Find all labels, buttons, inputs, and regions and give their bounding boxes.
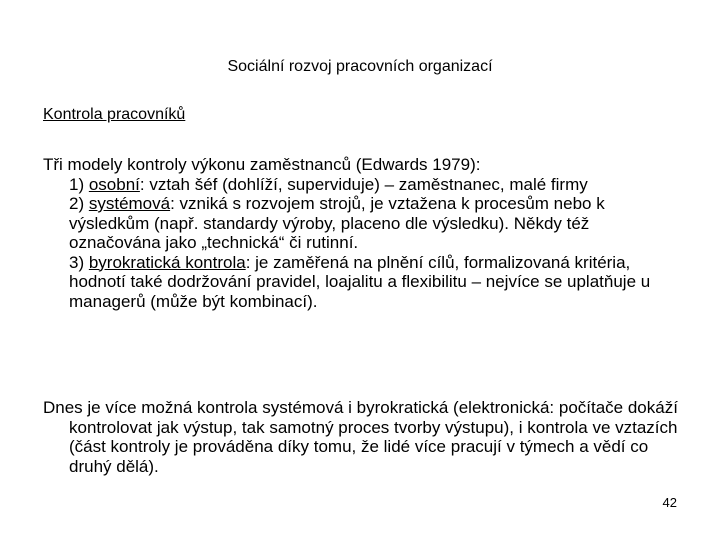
models-section xyxy=(43,155,683,311)
model-item-personal xyxy=(43,175,683,195)
closing-paragraph: Dnes je více možná kontrola systémová i byrokratická (elektronická: počítače dokáží kontrolovat jak výstup, tak samotný proces tvorby výstupu), i kontrola ve vztazích (část kontroly je prováděna díky tomu, že lidé více pracují v týmech a vědí co druhý dělá). xyxy=(43,398,678,476)
model-number: 3) xyxy=(69,252,89,272)
model-item-bureaucratic xyxy=(43,253,683,312)
section-heading: Kontrola pracovníků xyxy=(43,106,186,123)
model-description: : vztah šéf (dohlíží, superviduje) – zaměstnanec, malé firmy xyxy=(139,174,588,194)
page-number: 42 xyxy=(662,495,677,510)
slide-title: Sociální rozvoj pracovních organizací xyxy=(227,58,493,75)
model-number: 1) xyxy=(69,174,89,194)
model-description: : je zaměřená na plnění cílů, formalizovaná kritéria, hodnotí také dodržování pravidel, loajalitu a flexibilitu – nejvíce se uplatňuje u managerů (může být kombinací). xyxy=(69,252,651,311)
model-item-systemic xyxy=(43,194,683,253)
model-term: systémová xyxy=(88,194,171,213)
model-description: : vzniká s rozvojem strojů, je vztažena k procesům nebo k výsledkům (např. standardy výroby, placeno dle výsledku). Někdy též označována jako „technická“ či rutinní. xyxy=(69,194,605,252)
models-intro: Tři modely kontroly výkonu zaměstnanců (Edwards 1979): xyxy=(43,155,481,174)
model-term: byrokratická kontrola xyxy=(88,252,246,272)
model-term: osobní xyxy=(88,174,140,194)
model-number: 2) xyxy=(69,194,89,213)
closing-section xyxy=(43,398,683,476)
